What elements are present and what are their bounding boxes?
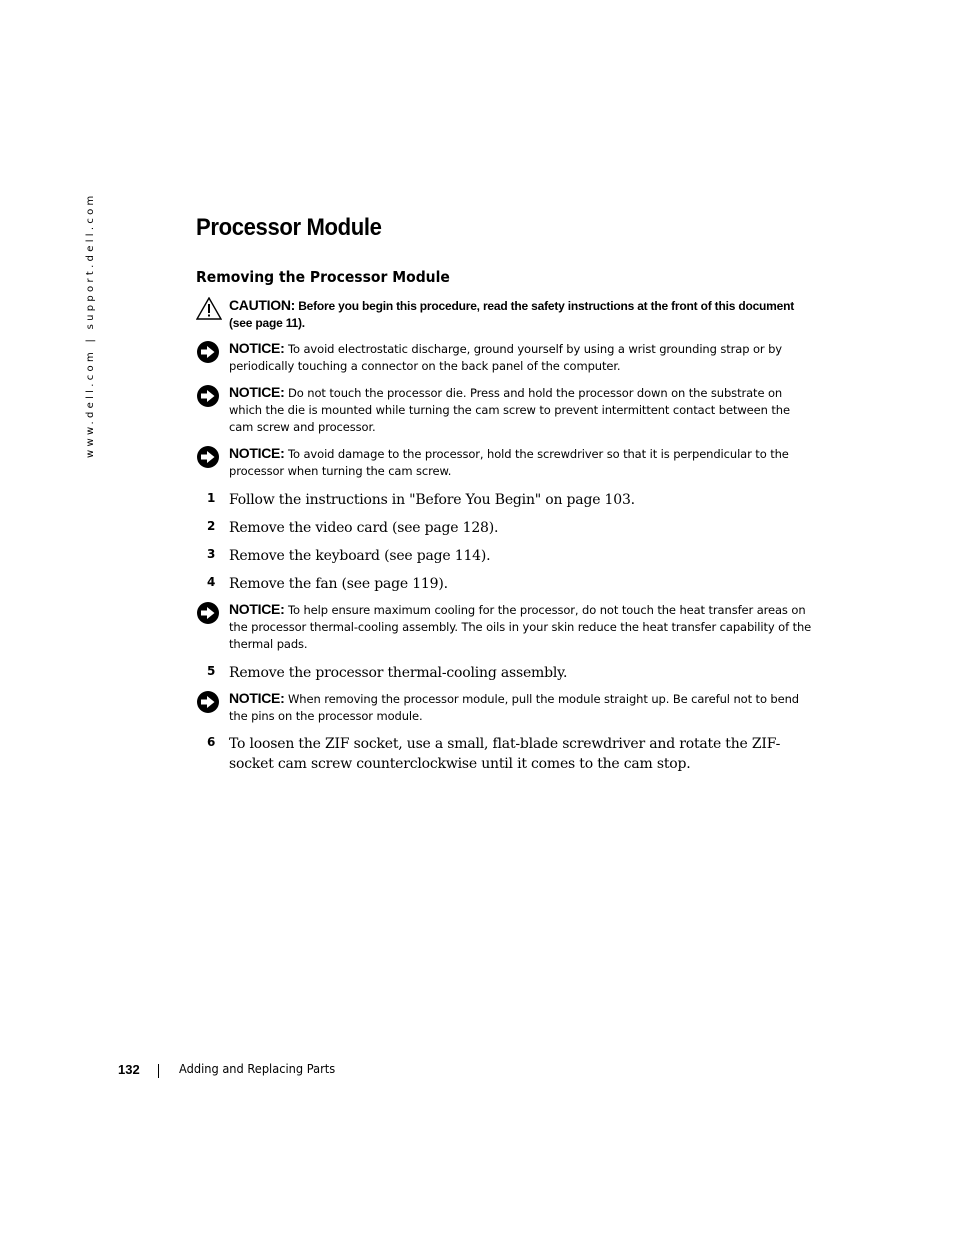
caution-triangle-icon	[196, 297, 222, 321]
step-number: 4	[207, 575, 216, 589]
notice-block	[196, 340, 816, 375]
notice-block	[196, 445, 816, 480]
footer-section-title: Adding and Replacing Parts	[179, 1062, 336, 1076]
notice-arrow-icon	[196, 384, 222, 408]
caution-text: CAUTION: Before you begin this procedure, read the safety instructions at the front of this document (see page 11).	[229, 297, 795, 330]
step-number: 5	[207, 664, 216, 678]
notice-arrow-icon	[196, 601, 222, 625]
notice-text: NOTICE: Do not touch the processor die. Press and hold the processor down on the substrate on which the die is mounted while turning the cam screw to prevent intermittent contact between the cam screw and processor.	[229, 384, 790, 434]
step-item	[196, 574, 816, 594]
notice-text: NOTICE: To help ensure maximum cooling for the processor, do not touch the heat transfer areas on the processor thermal-cooling assembly. The oils in your skin reduce the heat transfer capability of the thermal pads.	[229, 601, 812, 651]
page-number: 132	[118, 1062, 140, 1077]
section-subtitle: Removing the Processor Module	[196, 268, 450, 286]
notice-block	[196, 384, 816, 436]
notice-text: NOTICE: To avoid damage to the processor, hold the screwdriver so that it is perpendicular to the processor when turning the cam screw.	[229, 445, 789, 478]
notice-block	[196, 601, 816, 653]
step-item	[196, 663, 816, 683]
side-url: www.dell.com | support.dell.com	[85, 192, 96, 458]
caution-block	[196, 297, 816, 332]
notice-text: NOTICE: When removing the processor module, pull the module straight up. Be careful not to bend the pins on the processor module.	[229, 690, 799, 723]
step-text: To loosen the ZIF socket, use a small, flat-blade screwdriver and rotate the ZIF-socket cam screw counterclockwise until it comes to the cam stop.	[229, 736, 781, 772]
notice-arrow-icon	[196, 690, 222, 714]
step-item	[196, 546, 816, 566]
step-number: 1	[207, 491, 216, 505]
notice-arrow-icon	[196, 445, 222, 469]
page-title: Processor Module	[196, 214, 382, 241]
step-text: Remove the processor thermal-cooling assembly.	[229, 665, 568, 681]
notice-text: NOTICE: To avoid electrostatic discharge, ground yourself by using a wrist grounding strap or by periodically touching a connector on the back panel of the computer.	[229, 340, 783, 373]
step-number: 3	[207, 547, 216, 561]
step-text: Remove the video card (see page 128).	[229, 520, 499, 536]
step-text: Follow the instructions in "Before You Begin" on page 103.	[229, 492, 635, 508]
step-item	[196, 518, 816, 538]
footer-divider	[158, 1064, 159, 1078]
step-item	[196, 490, 816, 510]
notice-block	[196, 690, 816, 725]
notice-arrow-icon	[196, 340, 222, 364]
step-text: Remove the fan (see page 119).	[229, 576, 448, 592]
step-item	[196, 734, 816, 774]
step-text: Remove the keyboard (see page 114).	[229, 548, 491, 564]
step-number: 2	[207, 519, 216, 533]
step-number: 6	[207, 735, 216, 749]
